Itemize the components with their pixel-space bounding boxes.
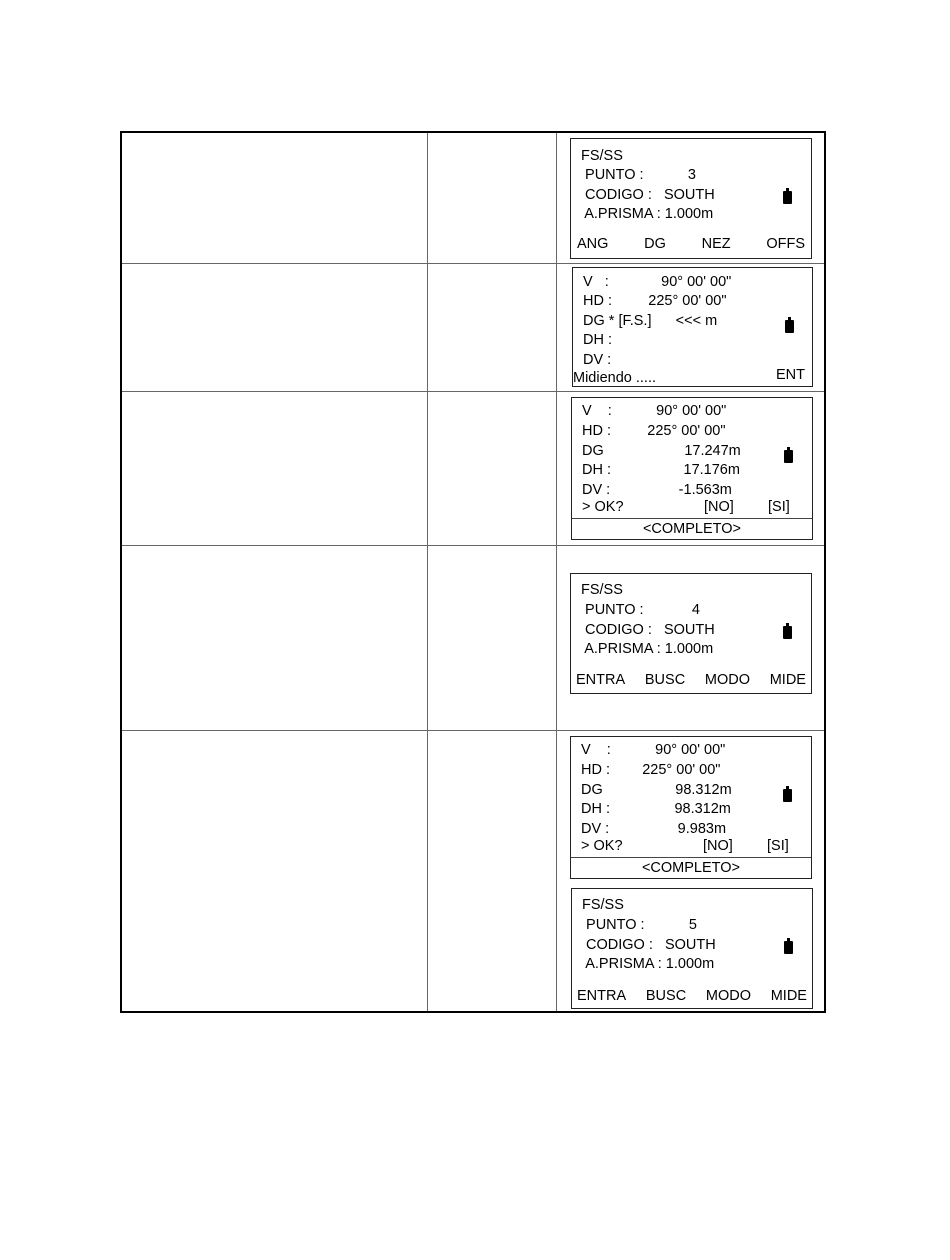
softkey-mide[interactable]: MIDE [769, 672, 806, 688]
prisma-field: A.PRISMA : 1.000m [581, 206, 714, 222]
softkey-modo[interactable]: MODO [705, 988, 751, 1004]
procedure-table [120, 131, 826, 1013]
row-divider-4 [122, 730, 824, 731]
dh-field: DH : [583, 332, 612, 348]
prisma-field: A.PRISMA : 1.000m [582, 956, 715, 972]
hd-angle-field: HD : 225° 00' 00" [582, 423, 726, 439]
dh-field: DH : 17.176m [582, 462, 740, 478]
enter-softkey[interactable]: ENT [776, 367, 805, 383]
dh-field: DH : 98.312m [581, 801, 731, 817]
softkey-entra[interactable]: ENTRA [576, 672, 626, 688]
battery-icon [783, 191, 792, 204]
lcd-screen-point-4 [570, 573, 812, 694]
dv-field: DV : 9.983m [581, 821, 727, 837]
column-divider-1 [427, 133, 428, 1011]
prisma-field: A.PRISMA : 1.000m [581, 641, 714, 657]
lcd-screen-measuring [572, 267, 813, 387]
softkey-bar [576, 671, 806, 691]
ok-prompt: > OK? [581, 838, 623, 854]
softkey-bar [577, 235, 805, 255]
softkey-ang[interactable]: ANG [577, 236, 609, 252]
lcd-screen-point-3 [570, 138, 812, 259]
punto-field: PUNTO : 5 [582, 917, 697, 933]
softkey-busc[interactable]: BUSC [645, 988, 687, 1004]
softkey-offs[interactable]: OFFS [766, 236, 805, 252]
measuring-status: Midiendo ..... [573, 370, 657, 386]
softkey-modo[interactable]: MODO [704, 672, 750, 688]
screen-title: FS/SS [581, 582, 623, 598]
si-button[interactable]: [SI] [767, 838, 789, 854]
battery-icon [784, 450, 793, 463]
dv-field: DV : -1.563m [582, 482, 732, 498]
row-divider-2 [122, 391, 824, 392]
punto-field: PUNTO : 3 [581, 167, 696, 183]
screen-title: FS/SS [581, 148, 623, 164]
completo-divider [571, 857, 811, 858]
ok-prompt: > OK? [582, 499, 624, 515]
v-angle-field: V : 90° 00' 00" [582, 403, 727, 419]
hd-angle-field: HD : 225° 00' 00" [583, 293, 727, 309]
softkey-mide[interactable]: MIDE [770, 988, 807, 1004]
lcd-screen-point-5 [571, 888, 813, 1009]
softkey-nez[interactable]: NEZ [701, 236, 731, 252]
no-button[interactable]: [NO] [704, 499, 734, 515]
battery-icon [784, 941, 793, 954]
battery-icon [785, 320, 794, 333]
lcd-screen-result-1 [571, 397, 813, 540]
softkey-entra[interactable]: ENTRA [577, 988, 627, 1004]
dv-field: DV : [583, 352, 612, 368]
column-divider-2 [556, 133, 557, 1011]
v-angle-field: V : 90° 00' 00" [583, 274, 732, 290]
softkey-bar [577, 987, 807, 1007]
dg-field: DG * [F.S.] <<< m [583, 313, 718, 329]
softkey-dg[interactable]: DG [644, 236, 666, 252]
no-button[interactable]: [NO] [703, 838, 733, 854]
completo-divider [572, 518, 812, 519]
dg-field: DG 17.247m [582, 443, 741, 459]
battery-icon [783, 789, 792, 802]
softkey-busc[interactable]: BUSC [644, 672, 686, 688]
punto-field: PUNTO : 4 [581, 602, 700, 618]
row-divider-3 [122, 545, 824, 546]
hd-angle-field: HD : 225° 00' 00" [581, 762, 721, 778]
codigo-field: CODIGO : SOUTH [581, 622, 715, 638]
row-divider-1 [122, 263, 824, 264]
codigo-field: CODIGO : SOUTH [581, 187, 715, 203]
battery-icon [783, 626, 792, 639]
si-button[interactable]: [SI] [768, 499, 790, 515]
completo-banner: <COMPLETO> [641, 860, 741, 876]
screen-title: FS/SS [582, 897, 624, 913]
codigo-field: CODIGO : SOUTH [582, 937, 716, 953]
dg-field: DG 98.312m [581, 782, 732, 798]
v-angle-field: V : 90° 00' 00" [581, 742, 726, 758]
lcd-screen-result-2 [570, 736, 812, 879]
completo-banner: <COMPLETO> [642, 521, 742, 537]
